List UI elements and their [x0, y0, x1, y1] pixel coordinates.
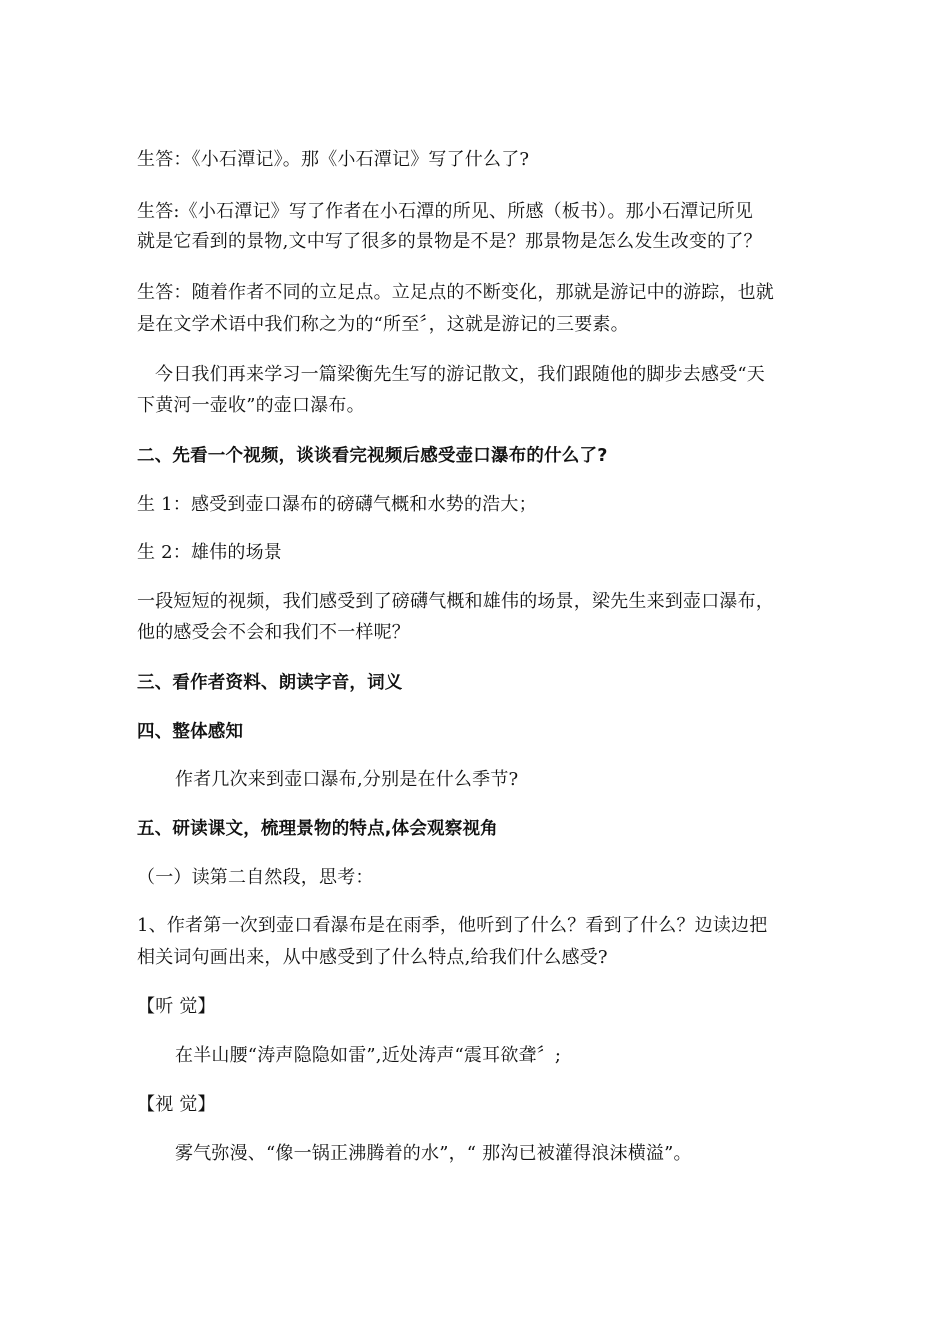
- text-line: 生 1：感受到壶口瀑布的磅礴气概和水势的浩大；: [137, 494, 537, 515]
- text-line: 【视 觉】: [137, 1094, 216, 1115]
- section-heading: 二、先看一个视频，谈谈看完视频后感受壶口瀑布的什么了?: [137, 446, 608, 466]
- text-line: 就是它看到的景物,文中写了很多的景物是不是？那景物是怎么发生改变的了？: [137, 231, 762, 252]
- text-line: 一段短短的视频，我们感受到了磅礴气概和雄伟的场景，梁先生来到壶口瀑布，: [137, 591, 774, 612]
- section-heading: 三、看作者资料、朗读字音，词义: [137, 673, 403, 693]
- text-line: 生答：随着作者不同的立足点。立足点的不断变化，那就是游记中的游踪，也就: [137, 282, 774, 303]
- text-line: 下黄河一壶收”的壶口瀑布。: [137, 395, 365, 416]
- text-line: 生答：《小石潭记》。那《小石潭记》写了什么了?: [137, 149, 530, 170]
- text-line: 雾气弥漫、“像一锅正沸腾着的水”，“ 那沟已被灌得浪沫横溢”。: [175, 1143, 692, 1164]
- text-line: 是在文学术语中我们称之为的“所至〞，这就是游记的三要素。: [137, 314, 629, 335]
- text-line: 生答:《小石潭记》写了作者在小石潭的所见、所感（板书）。那小石潭记所见: [137, 201, 754, 222]
- text-line: （一）读第二自然段，思考：: [137, 867, 374, 888]
- text-line: 今日我们再来学习一篇梁衡先生写的游记散文，我们跟随他的脚步去感受“天: [155, 364, 765, 385]
- text-line: 【听 觉】: [137, 996, 216, 1017]
- text-line: 作者几次来到壶口瀑布,分别是在什么季节?: [175, 769, 519, 790]
- section-heading: 四、整体感知: [137, 722, 244, 742]
- text-line: 他的感受会不会和我们不一样呢？: [137, 622, 410, 643]
- text-line: 生 2：雄伟的场景: [137, 542, 282, 563]
- section-heading: 五、研读课文，梳理景物的特点,体会观察视角: [137, 819, 498, 839]
- text-line: 相关词句画出来，从中感受到了什么特点,给我们什么感受?: [137, 947, 608, 968]
- text-line: 1、作者第一次到壶口看瀑布是在雨季，他听到了什么？看到了什么？边读边把: [137, 915, 768, 936]
- text-line: 在半山腰“涛声隐隐如雷”,近处涛声“震耳欲聋〞;: [175, 1045, 562, 1066]
